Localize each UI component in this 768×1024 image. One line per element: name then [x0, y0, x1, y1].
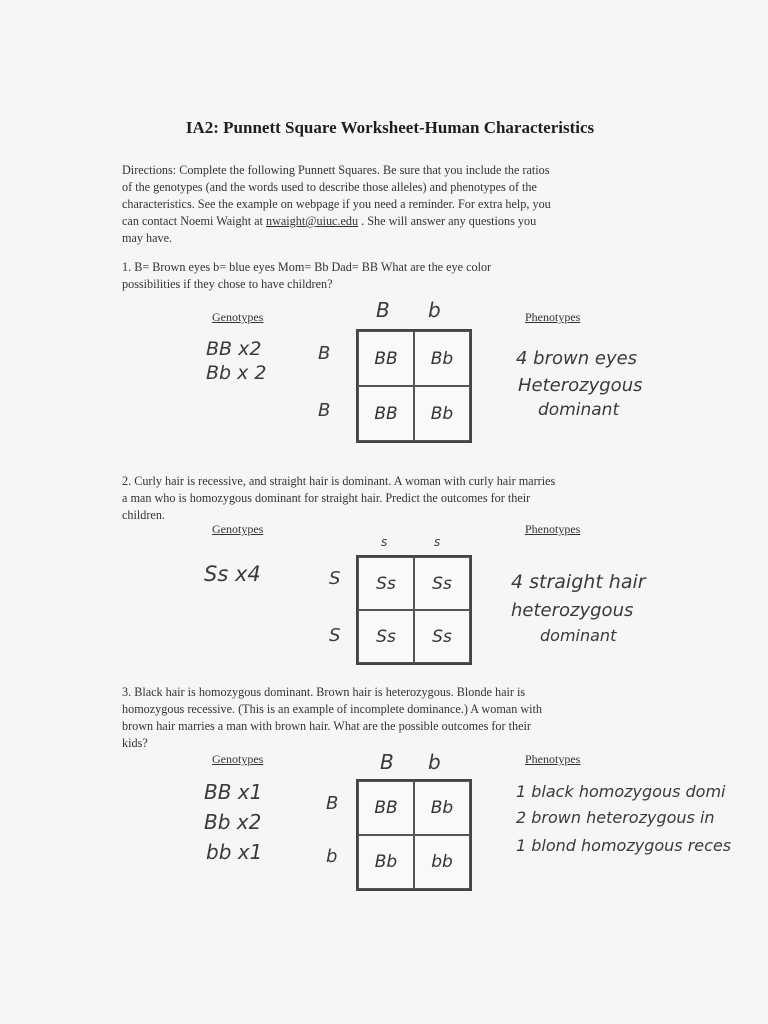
- question-line: 2. Curly hair is recessive, and straight hair is dominant. A woman with curly hair marries: [122, 474, 556, 488]
- phenotype-answer: heterozygous: [511, 600, 634, 621]
- phenotype-answer: 1 black homozygous domi: [516, 782, 726, 801]
- genotype-answer: BB x1: [204, 780, 263, 804]
- punnett-cell: Ss: [358, 557, 414, 610]
- top-allele: s: [434, 535, 441, 549]
- genotype-answer: BB x2: [206, 338, 262, 360]
- question-line: brown hair marries a man with brown hair. What are the possible outcomes for their: [122, 719, 531, 733]
- question-3: [122, 684, 662, 752]
- side-allele: B: [318, 400, 331, 421]
- punnett-square: [356, 329, 472, 443]
- punnett-cell: Bb: [414, 386, 470, 441]
- directions-line: [122, 213, 662, 230]
- punnett-cell: BB: [358, 386, 414, 441]
- question-line: kids?: [122, 736, 148, 750]
- directions: [122, 162, 662, 247]
- punnett-cell: Bb: [358, 835, 414, 889]
- punnett-cell: BB: [358, 781, 414, 835]
- phenotype-answer: dominant: [538, 400, 620, 420]
- directions-text: . She will answer any questions you: [358, 214, 537, 228]
- question-line: 3. Black hair is homozygous dominant. Brown hair is heterozygous. Blonde hair is: [122, 685, 526, 699]
- top-allele: b: [428, 298, 441, 322]
- punnett-cell: Ss: [358, 610, 414, 663]
- question-line: 1. B= Brown eyes b= blue eyes Mom= Bb Dad= BB What are the eye color: [122, 260, 492, 274]
- directions-text: can contact Noemi Waight at: [122, 214, 266, 228]
- question-line: homozygous recessive. (This is an example of incomplete dominance.) A woman with: [122, 702, 543, 716]
- question-line: possibilities if they chose to have children?: [122, 277, 333, 291]
- genotype-answer: Bb x2: [204, 810, 262, 834]
- directions-line: may have.: [122, 231, 173, 245]
- top-allele: B: [376, 298, 390, 322]
- phenotype-answer: 1 blond homozygous reces: [516, 836, 732, 855]
- punnett-square: [356, 779, 472, 891]
- top-allele: s: [381, 535, 388, 549]
- genotypes-header: Genotypes: [212, 752, 264, 766]
- punnett-cell: BB: [358, 331, 414, 386]
- question-2: [122, 473, 682, 524]
- phenotype-answer: 2 brown heterozygous in: [516, 808, 715, 827]
- top-allele: b: [428, 750, 441, 774]
- punnett-cell: Bb: [414, 331, 470, 386]
- phenotypes-header: Phenotypes: [525, 310, 581, 324]
- side-allele: B: [326, 793, 339, 814]
- side-allele: S: [329, 625, 341, 646]
- punnett-square: [356, 555, 472, 665]
- punnett-cell: Ss: [414, 610, 470, 663]
- question-line: children.: [122, 508, 165, 522]
- phenotype-answer: Heterozygous: [518, 375, 643, 396]
- question-line: a man who is homozygous dominant for straight hair. Predict the outcomes for their: [122, 491, 531, 505]
- side-allele: b: [326, 846, 338, 867]
- side-allele: B: [318, 343, 331, 364]
- genotypes-header: Genotypes: [212, 522, 264, 536]
- phenotype-answer: 4 straight hair: [511, 571, 646, 593]
- punnett-cell: Bb: [414, 781, 470, 835]
- top-allele: B: [380, 750, 394, 774]
- directions-line: of the genotypes (and the words used to describe those alleles) and phenotypes of the: [122, 180, 537, 194]
- punnett-cell: Ss: [414, 557, 470, 610]
- email-link[interactable]: nwaight@uiuc.edu: [265, 214, 359, 228]
- question-1: [122, 259, 662, 293]
- genotypes-header: Genotypes: [212, 310, 264, 324]
- phenotypes-header: Phenotypes: [525, 522, 581, 536]
- genotype-answer: Bb x 2: [206, 362, 267, 384]
- directions-line: characteristics. See the example on webpage if you need a reminder. For extra help, you: [122, 197, 551, 211]
- genotype-answer: Ss x4: [204, 562, 261, 586]
- page-title: IA2: Punnett Square Worksheet-Human Characteristics: [185, 118, 595, 137]
- phenotype-answer: dominant: [540, 626, 617, 645]
- phenotypes-header: Phenotypes: [525, 752, 581, 766]
- directions-line: Directions: Complete the following Punnett Squares. Be sure that you include the ratios: [122, 163, 550, 177]
- phenotype-answer: 4 brown eyes: [516, 348, 638, 369]
- punnett-cell: bb: [414, 835, 470, 889]
- side-allele: S: [329, 568, 341, 589]
- genotype-answer: bb x1: [206, 840, 263, 864]
